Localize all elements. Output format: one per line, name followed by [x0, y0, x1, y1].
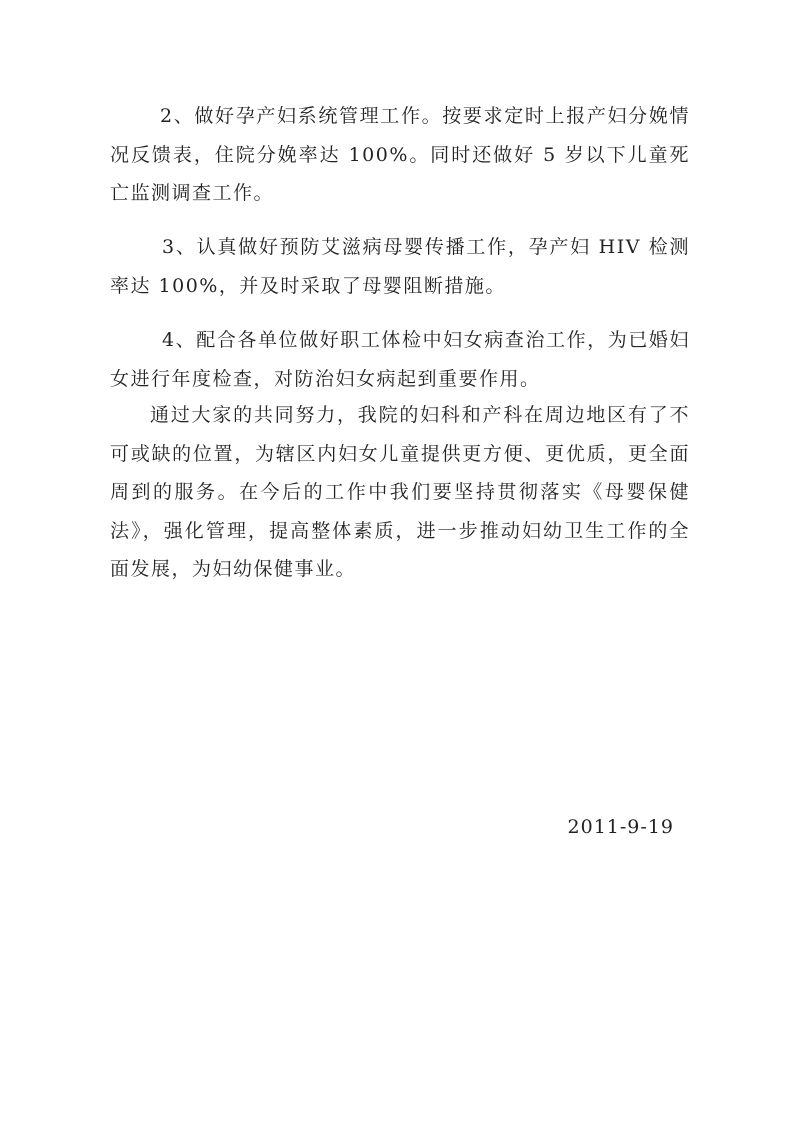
paragraph-item-2: 2、做好孕产妇系统管理工作。按要求定时上报产妇分娩情况反馈表，住院分娩率达 100%。同时还做好 5 岁以下儿童死亡监测调查工作。	[110, 105, 690, 204]
paragraph-item-4: 4、配合各单位做好职工体检中妇女病查治工作，为已婚妇女进行年度检查，对防治妇女病起到重要作用。	[110, 329, 690, 390]
document-date: 2011-9-19	[567, 816, 674, 838]
paragraph-item-3: 3、认真做好预防艾滋病母婴传播工作，孕产妇 HIV 检测率达 100%，并及时采取了母婴阻断措施。	[110, 236, 690, 297]
paragraph-conclusion: 通过大家的共同努力，我院的妇科和产科在周边地区有了不可或缺的位置，为辖区内妇女儿童提供更方便、更优质，更全面周到的服务。在今后的工作中我们要坚持贯彻落实《母婴保健法》，强化管理，提高整体素质，进一步推动妇幼卫生工作的全面发展，为妇幼保健事业。	[110, 404, 690, 580]
